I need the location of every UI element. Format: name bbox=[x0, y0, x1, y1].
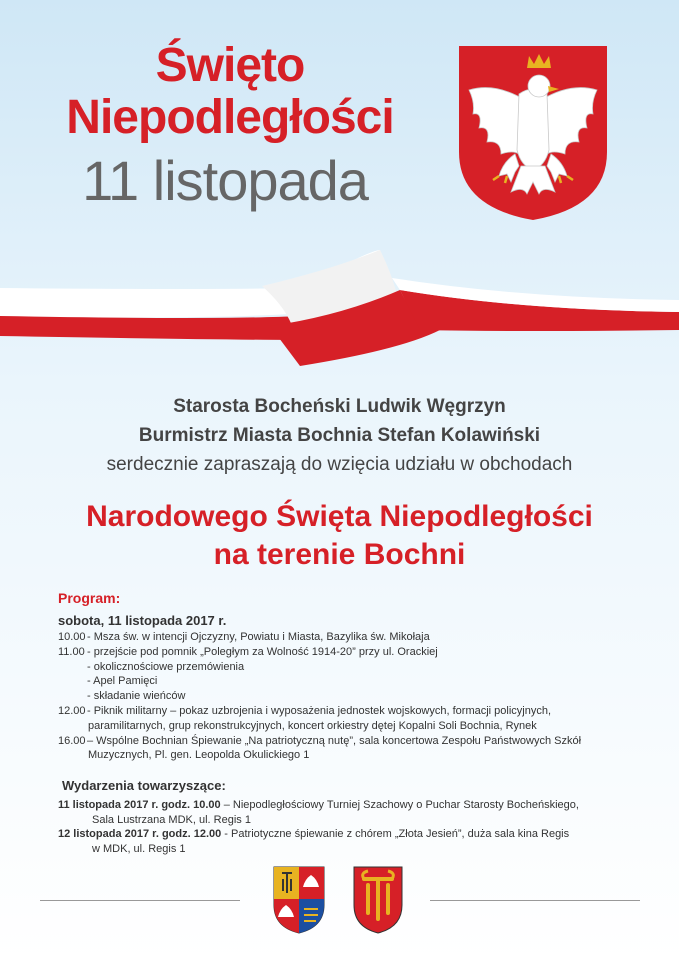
title-line-1: Święto bbox=[155, 39, 305, 92]
side-events-heading: Wydarzenia towarzyszące: bbox=[62, 778, 226, 793]
program-item: - okolicznościowe przemówienia bbox=[87, 660, 245, 673]
program-item: - Apel Pamięci bbox=[87, 675, 158, 688]
program-item: 11.00 - przejście pod pomnik „Poległym za Wolność 1914-20” przy ul. Orackiej bbox=[58, 645, 438, 658]
program-list bbox=[58, 630, 638, 763]
county-coat-of-arms bbox=[272, 865, 326, 935]
bochnia-coat-of-arms bbox=[352, 865, 404, 935]
white-eagle-emblem bbox=[455, 42, 611, 222]
invite-line-3: serdecznie zapraszają do wzięcia udziału w obchodach bbox=[106, 454, 573, 475]
invite-line-1: Starosta Bocheński Ludwik Węgrzyn bbox=[173, 396, 506, 417]
program-item-cont: paramilitarnych, grup rekonstrukcyjnych, koncert orkiestry dętej Kopalni Soli Bochnia, Rynek bbox=[88, 719, 537, 732]
side-event-item: 11 listopada 2017 r. godz. 10.00 – Niepodległościowy Turniej Szachowy o Puchar Starosty Bocheńskiego, bbox=[58, 799, 579, 811]
divider-right bbox=[430, 900, 640, 901]
program-item: - składanie wieńców bbox=[87, 690, 186, 703]
program-item: 16.00 – Wspólne Bochnian Śpiewanie „Na patriotyczną nutę”, sala koncertowa Zespołu Państwowych Szkół bbox=[58, 734, 582, 747]
program-item: 12.00 - Piknik militarny – pokaz uzbrojenia i wyposażenia jednostek wojskowych, formacji policyjnych, bbox=[58, 704, 552, 717]
date-title: 11 listopada bbox=[82, 149, 368, 212]
program-item: 10.00 - Msza św. w intencji Ojczyzny, Powiatu i Miasta, Bazylika św. Mikołaja bbox=[58, 631, 430, 643]
title-line-2: Niepodległości bbox=[66, 91, 394, 144]
side-event-cont: Sala Lustrzana MDK, ul. Regis 1 bbox=[92, 813, 251, 826]
divider-left bbox=[40, 900, 240, 901]
program-item-cont: Muzycznych, Pl. gen. Leopolda Okulickiego 1 bbox=[88, 749, 310, 762]
invite-line-2: Burmistrz Miasta Bochnia Stefan Kolawiński bbox=[138, 425, 541, 446]
event-title-line-2: na terenie Bochni bbox=[213, 538, 466, 571]
flag-ribbon bbox=[0, 230, 679, 380]
program-heading: Program: bbox=[58, 590, 121, 606]
side-event-cont: w MDK, ul. Regis 1 bbox=[92, 842, 186, 855]
side-event-item: 12 listopada 2017 r. godz. 12.00 - Patriotyczne śpiewanie z chórem „Złota Jesień”, duża sala kina Regis bbox=[58, 828, 570, 841]
event-title-line-1: Narodowego Święta Niepodległości bbox=[86, 500, 593, 533]
program-day: sobota, 11 listopada 2017 r. bbox=[58, 613, 227, 628]
side-events-list bbox=[58, 798, 638, 856]
